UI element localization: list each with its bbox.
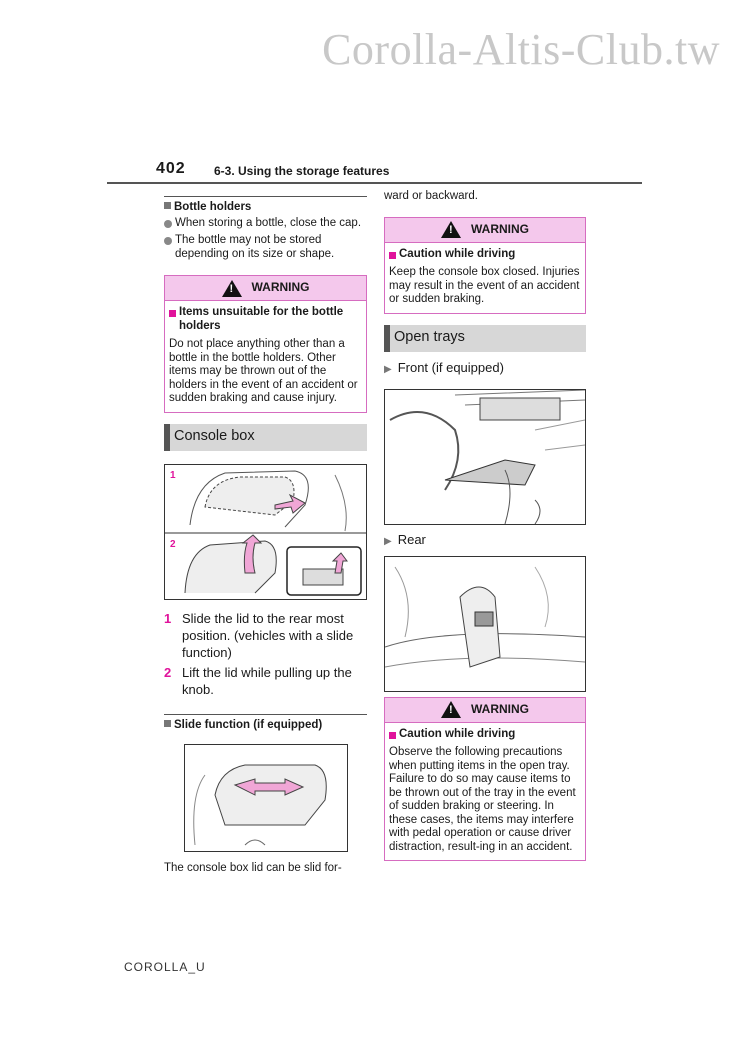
rear-tray-figure	[384, 556, 586, 692]
circle-bullet-icon	[164, 237, 172, 245]
triangle-bullet-icon: ▶	[384, 535, 392, 547]
square-bullet-icon	[169, 310, 176, 317]
slide-function-heading: Slide function (if equipped)	[164, 714, 367, 733]
footer-model-code: COROLLA_U	[124, 960, 206, 974]
warning-box-bottle	[164, 275, 367, 413]
slide-function-text: The console box lid can be slid for-	[164, 862, 342, 874]
figure-label-2: 2	[170, 538, 176, 550]
page-number: 402	[156, 160, 186, 177]
warning-box-trays	[384, 697, 586, 862]
console-box-heading: Console box	[164, 424, 367, 451]
slide-function-figure	[184, 744, 348, 852]
square-bullet-icon	[389, 252, 396, 259]
warning-subheading: Items unsuitable for the bottle holders	[169, 306, 362, 333]
warning-header: ! WARNING	[165, 276, 366, 301]
warning-header: ! WARNING	[385, 698, 585, 723]
warning-text: Keep the console box closed. Injuries may result in the event of an accident or sudden braking.	[389, 266, 580, 305]
front-tray-figure	[384, 389, 586, 525]
section-title: 6-3. Using the storage features	[214, 164, 390, 178]
circle-bullet-icon	[164, 220, 172, 228]
rear-label: ▶ Rear	[384, 531, 426, 547]
warning-text: Do not place anything other than a bottle in the bottle holders. Other items may be thrown out of the holders in the event of an accident or sudden braking and cause injury.	[169, 338, 358, 404]
warning-box-console	[384, 217, 586, 314]
warning-triangle-icon	[441, 701, 461, 718]
console-box-figure	[164, 464, 367, 600]
warning-subheading: Caution while driving	[389, 248, 581, 262]
step-1: 1 Slide the lid to the rear most position. (vehicles with a slide function)	[164, 610, 354, 660]
warning-triangle-icon	[222, 280, 242, 297]
front-label: ▶ Front (if equipped)	[384, 359, 504, 375]
warning-subheading: Caution while driving	[389, 728, 581, 742]
figure-label-1: 1	[170, 469, 176, 481]
bottle-holders-heading: Bottle holders	[164, 196, 367, 215]
right-column	[384, 190, 586, 861]
warning-text: Observe the following precautions when putting items in the open tray. Failure to do so may cause items to be thrown out of the tray in the event of sudden braking or steering. In these cases, the items may interfere with pedal operation or cause driver distraction, result-ing in an accident.	[389, 746, 576, 853]
warning-triangle-icon	[441, 221, 461, 238]
square-bullet-icon	[389, 732, 396, 739]
header-rule	[107, 182, 642, 184]
list-item: When storing a bottle, close the cap.	[164, 217, 367, 231]
open-trays-heading: Open trays	[384, 325, 586, 352]
step-2: 2 Lift the lid while pulling up the knob.	[164, 664, 352, 697]
square-bullet-icon	[164, 202, 171, 209]
warning-header: ! WARNING	[385, 218, 585, 243]
left-column	[164, 196, 367, 876]
watermark: Corolla-Altis-Club.tw	[322, 25, 720, 74]
continued-text: ward or backward.	[384, 190, 478, 202]
triangle-bullet-icon: ▶	[384, 363, 392, 375]
list-item: The bottle may not be stored depending on its size or shape.	[164, 234, 367, 261]
square-bullet-icon	[164, 720, 171, 727]
